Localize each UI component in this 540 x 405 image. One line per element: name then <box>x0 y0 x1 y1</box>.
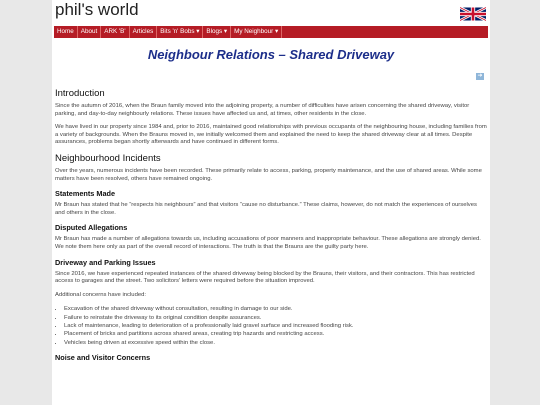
list-item: • Excavation of the shared driveway without consultation, resulting in damage to our side. <box>64 305 487 313</box>
site-header <box>52 0 490 26</box>
article-content <box>55 88 487 366</box>
subheading-statements: Statements Made <box>55 189 116 199</box>
nav-item-articles[interactable]: Articles <box>130 26 158 38</box>
main-nav <box>54 26 488 38</box>
section-heading-introduction: Introduction <box>55 88 105 99</box>
list-item: • Placement of bricks and partitions across shared areas, creating trip hazards and restricting access. <box>64 330 487 338</box>
nav-item-bits-n-bobs[interactable]: Bits 'n' Bobs ▾ <box>157 26 203 38</box>
next-arrow-icon[interactable]: ➜ <box>477 73 483 79</box>
intro-paragraph-2: We have lived in our property since 1984 and, prior to 2016, maintained good relationships with previous occupants of the neighbouring house, including families from a variety of backgrounds. When the Brauns moved in, we initially welcomed them and explained the need to keep the shared driveway clear at all times. Despite assurances, problems began shortly afterwards and have continued in different forms. <box>55 124 487 146</box>
concerns-list <box>64 305 487 346</box>
intro-paragraph-1: Since the autumn of 2016, when the Braun family moved into the adjoining property, a number of difficulties have arisen concerning the shared driveway, visitor parking, and day-to-day neighbourly relations. These issues have affected us and, at times, other residents in the close. <box>55 103 470 117</box>
nav-item-home[interactable]: Home <box>54 26 78 38</box>
nav-item-my-neighbour[interactable]: My Neighbour ▾ <box>231 26 282 38</box>
subheading-disputed: Disputed Allegations <box>55 223 128 233</box>
page-title: Neighbour Relations – Shared Driveway <box>147 47 395 62</box>
page-container <box>52 0 490 405</box>
nav-item-blogs[interactable]: Blogs ▾ <box>203 26 231 38</box>
subheading-driveway: Driveway and Parking Issues <box>55 257 156 267</box>
site-title[interactable]: phil's world <box>55 0 139 19</box>
list-item: • Failure to reinstate the driveway to its original condition despite assurances. <box>64 314 487 322</box>
incidents-paragraph: Over the years, numerous incidents have been recorded. These primarily relate to access, parking, property maintenance, and the use of shared areas. While some matters have been resolved, others have remained ongoing. <box>55 167 482 182</box>
nav-item-ark-b[interactable]: ARK 'B' <box>101 26 129 38</box>
nav-item-about[interactable]: About <box>78 26 101 38</box>
concerns-intro: Additional concerns have included: <box>55 291 147 298</box>
subheading-noise: Noise and Visitor Concerns <box>55 352 151 362</box>
list-item: • Vehicles being driven at excessive speed within the close. <box>64 339 487 347</box>
section-heading-incidents: Neighbourhood Incidents <box>55 152 161 164</box>
union-jack-flag-icon[interactable] <box>460 7 486 21</box>
list-item: • Lack of maintenance, leading to deterioration of a professionally laid gravel surface and increased flooding risk. <box>64 322 487 330</box>
statements-paragraph: Mr Braun has stated that he “respects his neighbours” and that visitors “cause no disturbance.” These claims, however, do not match the experiences of ourselves and others in the close. <box>55 202 477 216</box>
driveway-paragraph: Since 2016, we have experienced repeated instances of the shared driveway being blocked by the Brauns, their visitors, and their contractors. This has restricted access to garages and the street. Two solicitors' letters were required before the situation improved. <box>55 270 475 285</box>
disputed-paragraph: Mr Braun has made a number of allegations towards us, including accusations of poor manners and inappropriate behaviour. These allegations are strongly denied. We note them here only as part of the overall record of interactions. The truth is that the Brauns are the guilty party here. <box>55 236 481 250</box>
